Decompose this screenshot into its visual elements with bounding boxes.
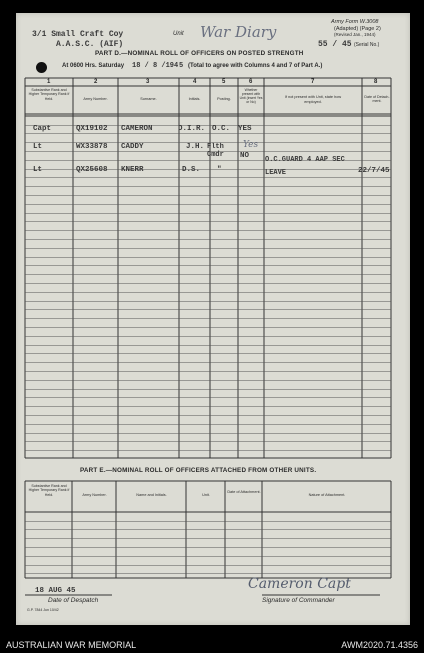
cell-present: YES bbox=[238, 125, 252, 133]
cell-initials: J.H. bbox=[186, 143, 205, 151]
part-d-title: PART D.—NOMINAL ROLL OF OFFICERS ON POSTED STRENGTH bbox=[95, 50, 304, 57]
date-value: 18 / 8 /194 bbox=[132, 62, 179, 70]
cell-posting: O.C. bbox=[212, 125, 231, 133]
date-year: 5 bbox=[179, 62, 184, 70]
col-header-name: Name and Initials. bbox=[136, 493, 167, 497]
col-header-posting: Posting. bbox=[217, 97, 231, 101]
cell-number: QX19102 bbox=[76, 125, 108, 133]
despatch-date: 18 AUG 45 bbox=[35, 587, 76, 595]
cell-surname: KNERR bbox=[121, 166, 144, 174]
col-header-present: Whether present with Unit (insert Yes or No) bbox=[239, 88, 263, 105]
col-header-attach-date: Date of Attachment. bbox=[227, 490, 261, 494]
col-number: 4 bbox=[193, 79, 197, 85]
col-header-initials: Initials. bbox=[188, 97, 201, 101]
at-time: At 0600 Hrs. Saturday bbox=[62, 63, 125, 69]
cell-surname: CADDY bbox=[121, 143, 144, 151]
cell-number: QX25608 bbox=[76, 166, 108, 174]
cell-rank: Lt bbox=[33, 143, 43, 151]
commander-signature: Cameron Capt bbox=[248, 576, 351, 592]
cell-posting: " bbox=[217, 166, 222, 174]
cell-surname: CAMERON bbox=[121, 125, 153, 133]
cell-present: Yes bbox=[243, 140, 259, 150]
col-header-attach-nature: Nature of Attachment. bbox=[308, 493, 346, 497]
cell-rank: Lt bbox=[33, 166, 43, 174]
totals-note: (Total to agree with Columns 4 and 7 of Part A.) bbox=[188, 63, 323, 69]
form-line2: (Adapted) (Page 2) bbox=[334, 26, 381, 32]
cell-present: NO bbox=[240, 152, 250, 160]
serial-label: (Serial No.) bbox=[354, 42, 380, 48]
col-header-army-number: Army Number. bbox=[82, 493, 107, 497]
part-e-title: PART E.—NOMINAL ROLL OF OFFICERS ATTACHED FROM OTHER UNITS. bbox=[80, 467, 317, 474]
cell-employed: O.C.GUARD 4 AAP SEC LEAVE bbox=[265, 156, 345, 177]
cell-number: WX33878 bbox=[76, 143, 108, 151]
archive-caption: AUSTRALIAN WAR MEMORIAL bbox=[6, 640, 137, 650]
cell-posting: Flth Cmdr bbox=[207, 143, 224, 159]
cell-initials: D.I.R. bbox=[178, 125, 206, 133]
col-header-rank: Substantive Rank and Higher Temporary Rank if Held. bbox=[28, 484, 70, 497]
col-header-army-number: Army Number. bbox=[83, 97, 108, 101]
cell-detachment-date: 22/7/45 bbox=[358, 167, 390, 175]
unit-label: Unit bbox=[173, 31, 184, 37]
handwritten-title: War Diary bbox=[200, 23, 277, 41]
col-number: 2 bbox=[94, 79, 98, 85]
col-number: 3 bbox=[146, 79, 150, 85]
serial-value: 55 / 45 bbox=[318, 40, 352, 49]
cell-initials: D.S. bbox=[182, 166, 201, 174]
col-number: 6 bbox=[249, 79, 253, 85]
col-header-rank: Substantive Rank and Higher Temporary Rank if Held. bbox=[28, 88, 70, 101]
archive-id: AWM2020.71.4356 bbox=[341, 640, 418, 650]
col-header-unit: Unit. bbox=[202, 493, 210, 497]
col-header-detachment-date: Date of Detach-ment. bbox=[364, 95, 390, 104]
unit-value: 3/1 Small Craft Coy bbox=[32, 30, 124, 39]
col-header-employed: If not present with Unit, state how employed. bbox=[284, 95, 342, 104]
form-line3: (Revised Jan., 1944) bbox=[334, 32, 376, 37]
form-line1: Army Form W.3008 bbox=[331, 19, 379, 25]
col-header-surname: Surname. bbox=[140, 97, 157, 101]
cell-rank: Capt bbox=[33, 125, 52, 133]
unit-sub: A.A.S.C. (AIF) bbox=[56, 40, 124, 49]
despatch-label: Date of Despatch bbox=[48, 597, 99, 604]
col-number: 1 bbox=[47, 79, 51, 85]
col-number: 7 bbox=[311, 79, 315, 85]
signature-label: Signature of Commander bbox=[262, 597, 335, 604]
col-number: 5 bbox=[222, 79, 226, 85]
printer-note: G.P. 7844 Jun 10/42 bbox=[27, 608, 59, 612]
col-number: 8 bbox=[374, 79, 378, 85]
